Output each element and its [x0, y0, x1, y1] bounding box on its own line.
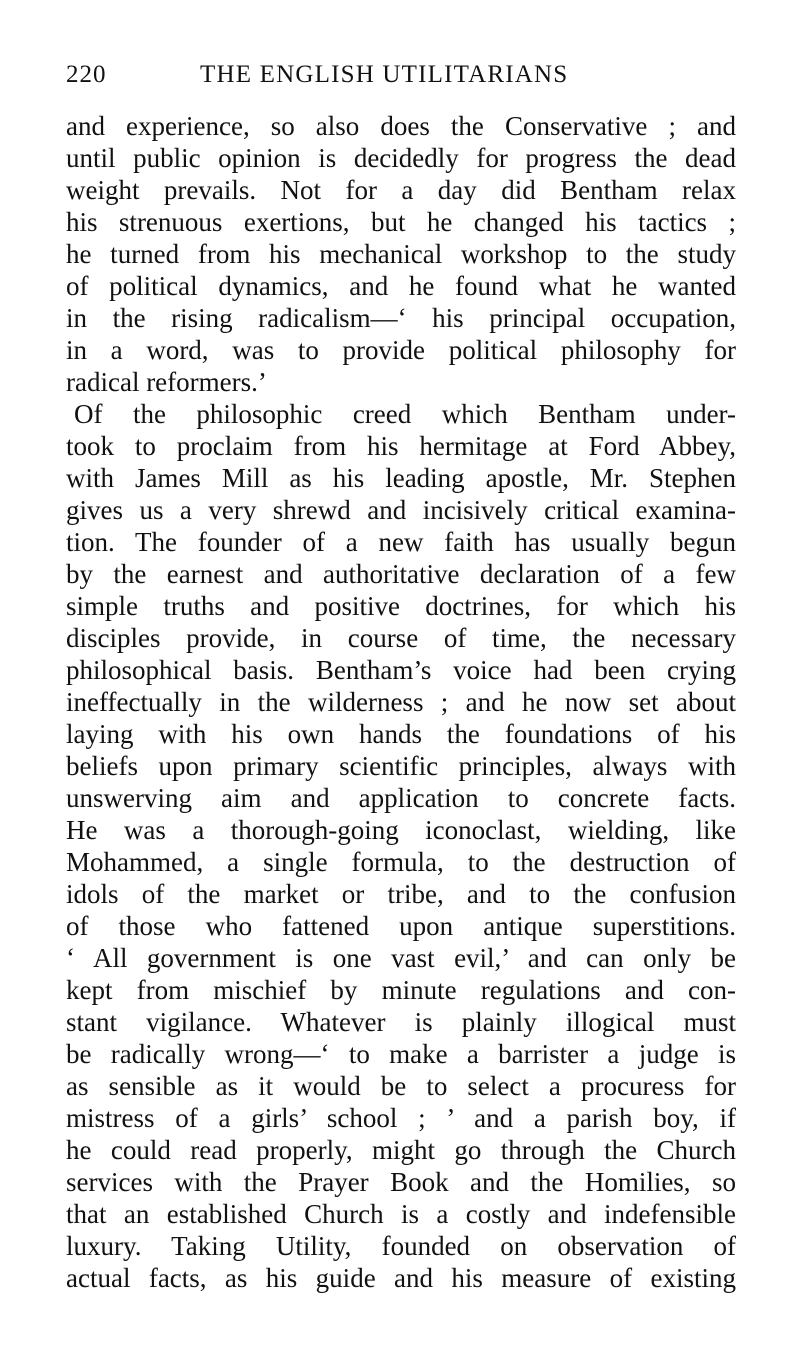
text-line: disciples provide, in course of time, the necessary	[66, 623, 736, 653]
text-line: and experience, so also does the Conservative ; and	[66, 111, 736, 141]
text-line: radical reformers.’	[66, 367, 267, 397]
running-head	[66, 58, 736, 92]
text-line: that an established Church is a costly and indefensible	[66, 1199, 736, 1229]
text-line: mistress of a girls’ school ; ’ and a parish boy, if	[66, 1103, 736, 1133]
text-line: philosophical basis. Bentham’s voice had been crying	[66, 655, 736, 685]
text-line: services with the Prayer Book and the Homilies, so	[66, 1167, 736, 1197]
text-line: by the earnest and authoritative declaration of a few	[66, 559, 736, 589]
text-line: Mohammed, a single formula, to the destruction of	[66, 847, 736, 877]
text-line: he could read properly, might go through the Church	[66, 1135, 736, 1165]
text-line: in a word, was to provide political philosophy for	[66, 335, 736, 365]
text-line: until public opinion is decidedly for progress the dead	[66, 143, 736, 173]
page-number: 220	[66, 61, 107, 88]
text-line: laying with his own hands the foundations of his	[66, 719, 736, 749]
text-line: stant vigilance. Whatever is plainly illogical must	[66, 1007, 736, 1037]
text-line: He was a thorough-going iconoclast, wielding, like	[66, 815, 736, 845]
text-line: idols of the market or tribe, and to the confusion	[66, 879, 736, 909]
paragraph-start-line: Of the philosophic creed which Bentham under-	[74, 399, 736, 429]
text-line: of those who fattened upon antique superstitions.	[66, 911, 736, 941]
text-line: ineffectually in the wilderness ; and he now set about	[66, 687, 736, 717]
text-line: actual facts, as his guide and his measure of existing	[66, 1263, 736, 1293]
text-line: ‘ All government is one vast evil,’ and can only be	[66, 943, 736, 973]
text-line: be radically wrong—‘ to make a barrister a judge is	[66, 1039, 736, 1069]
text-line: in the rising radicalism—‘ his principal occupation,	[66, 303, 736, 333]
book-title: THE ENGLISH UTILITARIANS	[200, 61, 569, 88]
text-line: unswerving aim and application to concrete facts.	[66, 783, 736, 813]
text-line: he turned from his mechanical workshop to the study	[66, 239, 736, 269]
text-line: of political dynamics, and he found what he wanted	[66, 271, 736, 301]
text-line: luxury. Taking Utility, founded on observation of	[66, 1231, 736, 1261]
text-line: his strenuous exertions, but he changed his tactics ;	[66, 207, 736, 237]
text-line: tion. The founder of a new faith has usually begun	[66, 527, 736, 557]
text-line: simple truths and positive doctrines, for which his	[66, 591, 736, 621]
text-line: gives us a very shrewd and incisively critical examina-	[66, 495, 736, 525]
text-line: weight prevails. Not for a day did Bentham relax	[66, 175, 736, 205]
text-line: kept from mischief by minute regulations and con-	[66, 975, 736, 1005]
text-line: beliefs upon primary scientific principles, always with	[66, 751, 736, 781]
body-text	[66, 110, 736, 1294]
text-line: with James Mill as his leading apostle, Mr. Stephen	[66, 463, 736, 493]
text-line: as sensible as it would be to select a procuress for	[66, 1071, 736, 1101]
text-line: took to proclaim from his hermitage at Ford Abbey,	[66, 431, 736, 461]
